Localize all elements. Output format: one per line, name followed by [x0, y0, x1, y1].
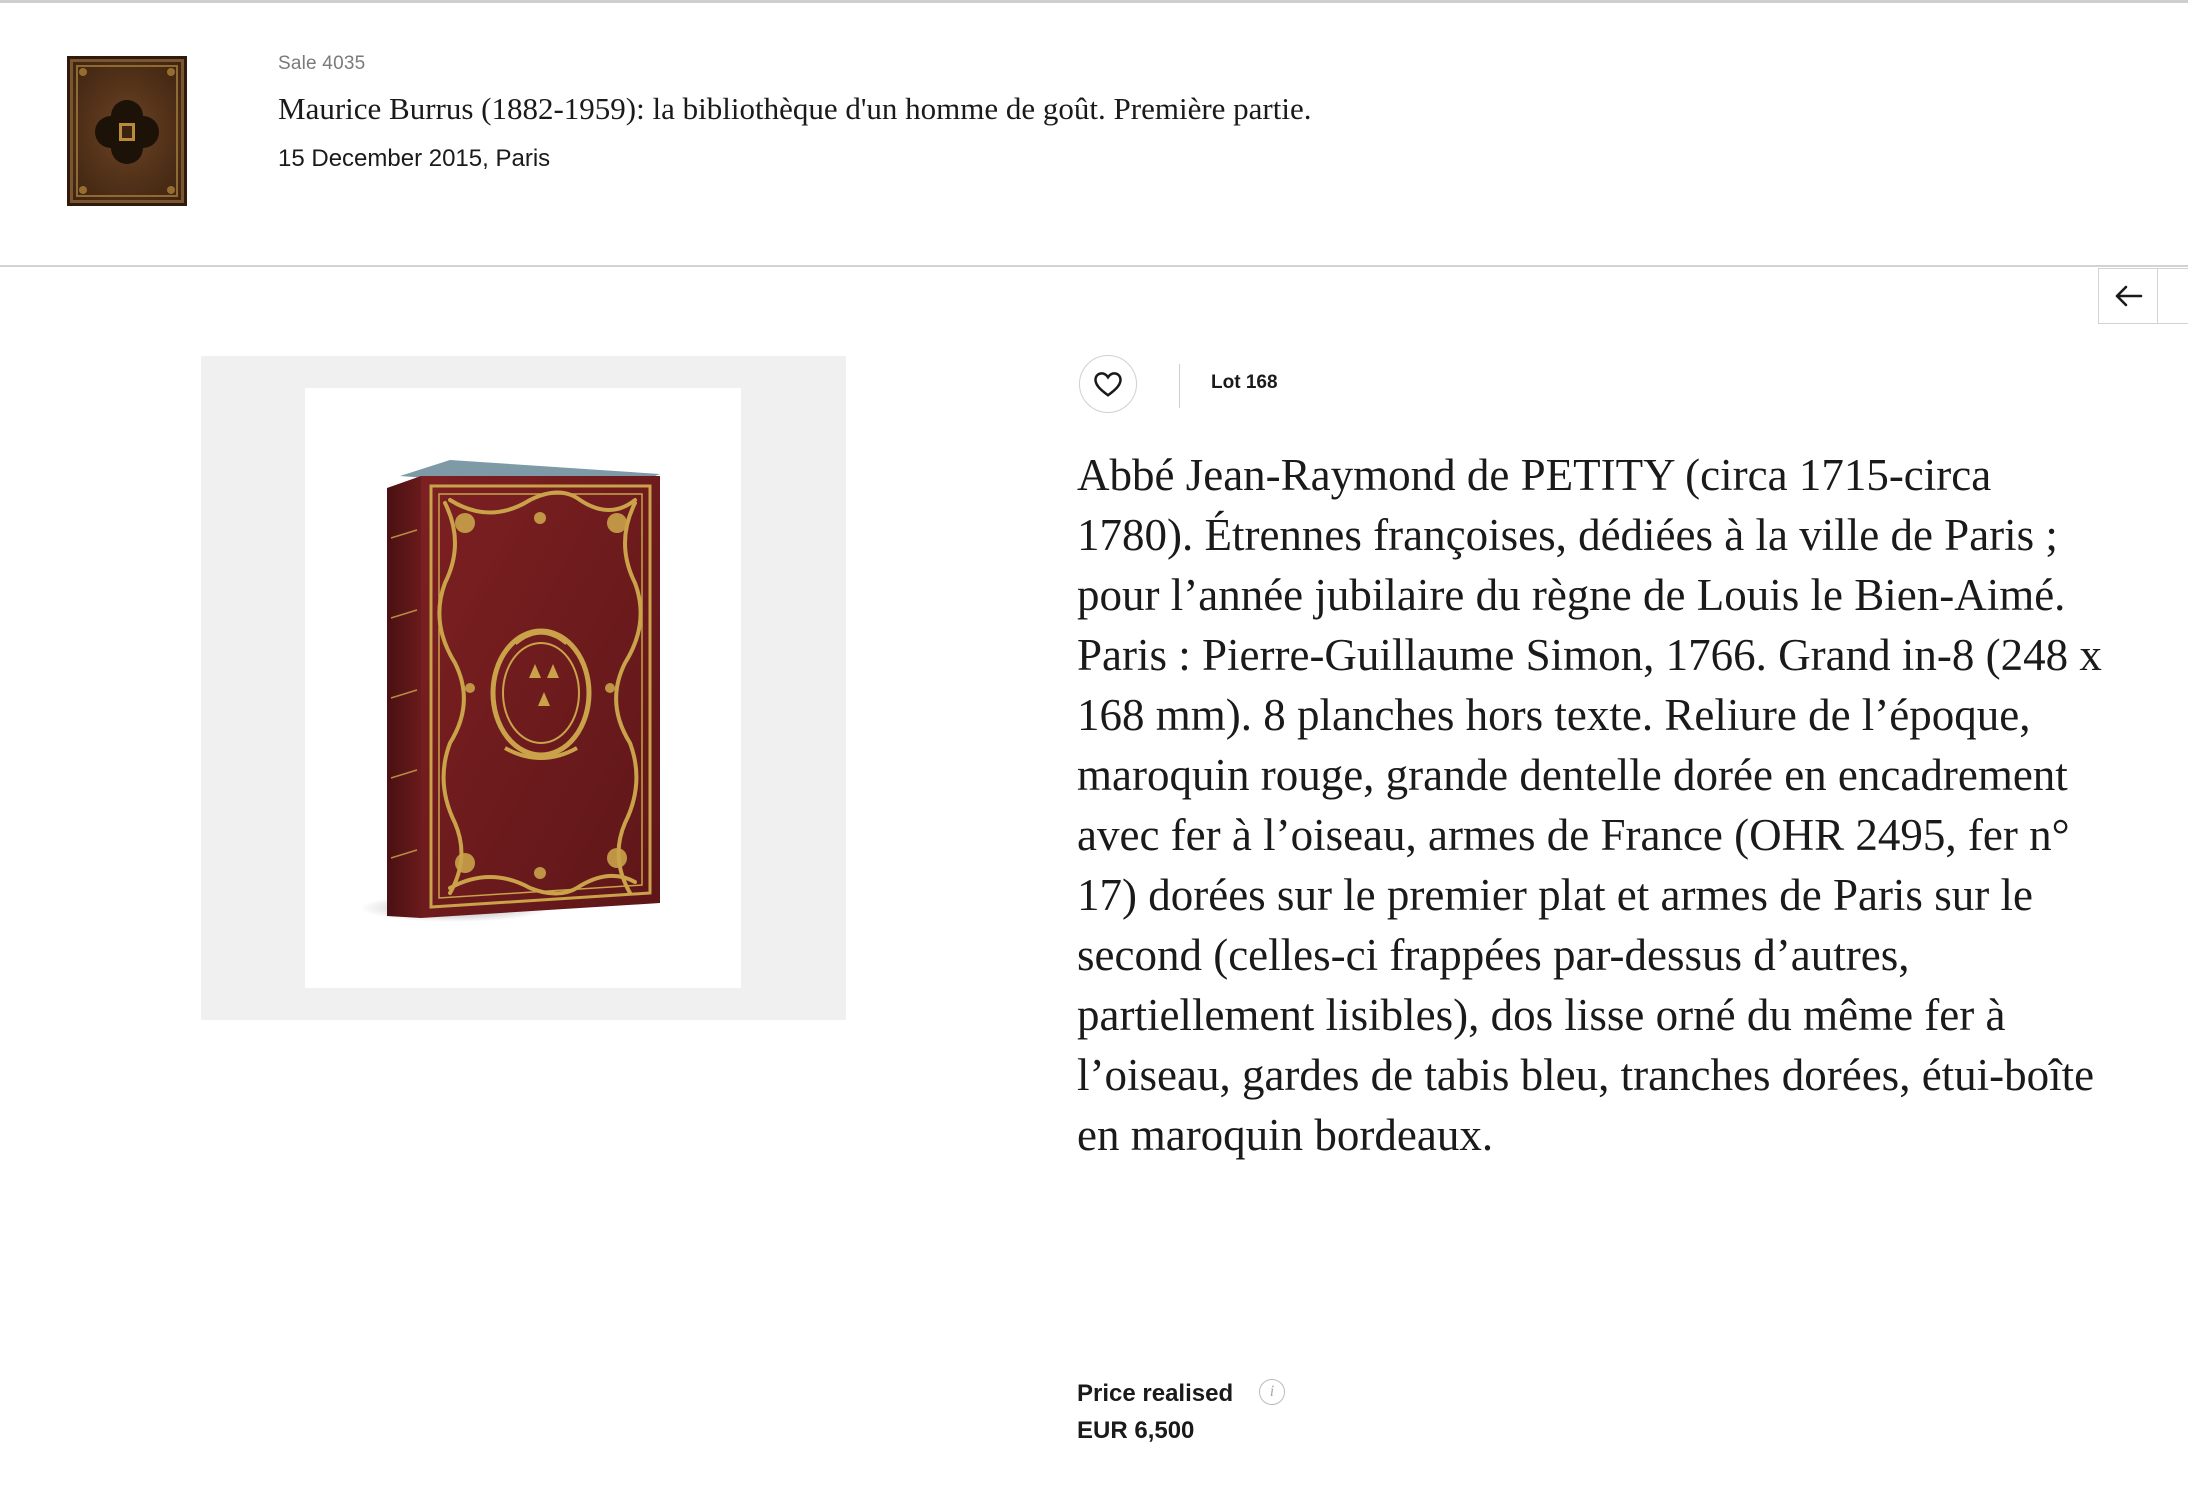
- lot-number: Lot 168: [1211, 372, 1278, 393]
- info-icon[interactable]: i: [1259, 1379, 1285, 1405]
- sale-title[interactable]: Maurice Burrus (1882-1959): la bibliothèque d'un homme de goût. Première partie.: [278, 91, 1312, 126]
- price-realised-value: EUR 6,500: [1077, 1417, 1195, 1444]
- heart-icon: [1093, 370, 1123, 398]
- sale-date-location: 15 December 2015, Paris: [278, 145, 551, 172]
- sale-header: [0, 3, 2188, 267]
- lot-navigation: [2098, 268, 2188, 324]
- lot-description: Abbé Jean-Raymond de PETITY (circa 1715-circa 1780). Étrennes françoises, dédiées à la ville de Paris ; pour l’année jubilaire du règne de Louis le Bien-Aimé. Paris : Pierre-Guillaume Simon, 1766. Grand in-8 (248 x 168 mm). 8 planches hors texte. Reliure de l’époque, maroquin rouge, grande dentelle dorée en encadrement avec fer à l’oiseau, armes de France (OHR 2495, fer n° 17) dorées sur le premier plat et armes de Paris sur le second (celles-ci frappées par-dessus d’autres, partiellement lisibles), dos lisse orné du même fer à l’oiseau, gardes de tabis bleu, tranches dorées, étui-boîte en maroquin bordeaux.: [1077, 450, 2102, 1160]
- favorite-button[interactable]: [1079, 355, 1137, 413]
- sale-number: Sale 4035: [278, 53, 366, 74]
- book-cover-thumbnail-image: [67, 56, 187, 206]
- sale-thumbnail[interactable]: [67, 56, 187, 206]
- arrow-left-icon: [2113, 284, 2143, 308]
- lot-image[interactable]: [305, 388, 741, 988]
- next-lot-button-partial[interactable]: [2158, 268, 2188, 324]
- lot-header-divider: [1179, 364, 1180, 408]
- book-binding-image: [305, 388, 741, 988]
- price-realised-label: Price realised: [1077, 1380, 1234, 1407]
- previous-lot-button[interactable]: [2099, 268, 2158, 324]
- lot-image-panel[interactable]: [201, 356, 846, 1020]
